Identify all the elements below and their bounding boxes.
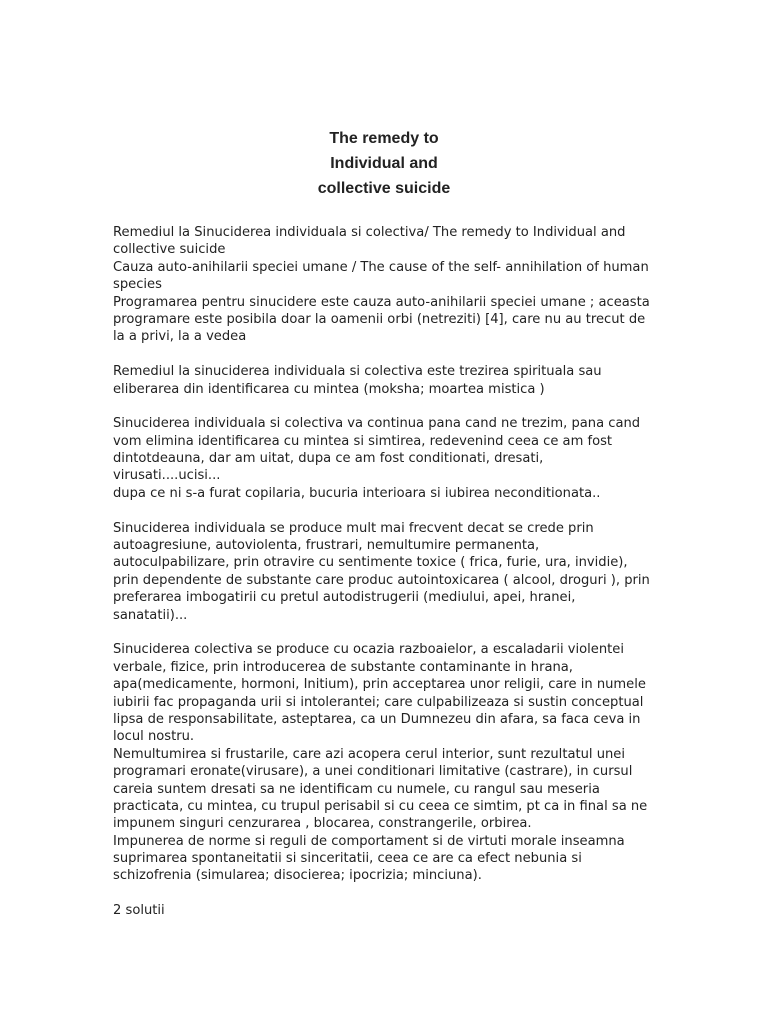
paragraph — [113, 363, 673, 398]
paragraph-line: virusati....ucisi... — [113, 468, 221, 484]
paragraph-line: autoagresiune, autoviolenta, frustrari, nemultumire permanenta, — [113, 538, 540, 554]
paragraph-line: prin dependente de substante care produc autointoxicarea ( alcool, droguri ), prin — [113, 572, 650, 588]
title-line-1: The remedy to — [329, 130, 439, 147]
paragraph-line: vom elimina identificarea cu mintea si simtirea, redevenind ceea ce am fost — [113, 433, 613, 449]
document-title — [0, 126, 768, 201]
paragraph-line: preferarea imbogatirii cu pretul autodistrugerii (mediului, apei, hranei, — [113, 590, 576, 606]
paragraph — [113, 902, 673, 919]
paragraph-line: apa(medicamente, hormoni, Initium), prin acceptarea unor religii, care in numele — [113, 677, 646, 693]
paragraph-line: dintotdeauna, dar am uitat, dupa ce am fost conditionati, dresati, — [113, 451, 544, 467]
paragraph — [113, 224, 673, 346]
paragraph-line: eliberarea din identificarea cu mintea (moksha; moartea mistica ) — [113, 381, 545, 397]
paragraph-line: dupa ce ni s-a furat copilaria, bucuria interioara si iubirea neconditionata.. — [113, 485, 601, 501]
paragraph-line: impunem singuri cenzurarea , blocarea, constrangerile, orbirea. — [113, 816, 532, 832]
paragraph-line: Remediul la sinuciderea individuala si colectiva este trezirea spirituala sau — [113, 364, 602, 380]
paragraph-line: Sinuciderea individuala se produce mult mai frecvent decat se crede prin — [113, 520, 594, 536]
paragraph-line: programari eronate(virusare), a unei conditionari limitative (castrare), in cursul — [113, 764, 633, 780]
paragraph-line: 2 solutii — [113, 903, 165, 919]
paragraph-line: Cauza auto-anihilarii speciei umane / The cause of the self- annihilation of human — [113, 259, 649, 275]
paragraph-line: suprimarea spontaneitatii si sinceritatii, ceea ce are ca efect nebunia si — [113, 851, 582, 867]
paragraph-line: la a privi, la a vedea — [113, 329, 247, 345]
paragraph — [113, 641, 673, 884]
paragraph-line: Sinuciderea colectiva se produce cu ocazia razboaielor, a escaladarii violentei — [113, 642, 624, 658]
paragraph — [113, 520, 673, 624]
title-line-2: Individual and — [330, 155, 438, 172]
paragraph-line: Nemultumirea si frustarile, care azi acopera cerul interior, sunt rezultatul unei — [113, 746, 625, 762]
title-line-3: collective suicide — [317, 180, 451, 197]
paragraph-line: autoculpabilizare, prin otravire cu sentimente toxice ( frica, furie, ura, invidie), — [113, 555, 628, 571]
paragraph-line: verbale, fizice, prin introducerea de substante contaminante in hrana, — [113, 659, 573, 675]
paragraph-line: sanatatii)... — [113, 607, 188, 623]
paragraph-line: Sinuciderea individuala si colectiva va continua pana cand ne trezim, pana cand — [113, 416, 641, 432]
paragraph-spacer — [113, 624, 673, 641]
paragraph-line: Impunerea de norme si reguli de comportament si de virtuti morale inseamna — [113, 833, 625, 849]
paragraph-spacer — [113, 885, 673, 902]
paragraph — [113, 415, 673, 502]
paragraph-line: programare este posibila doar la oamenii orbi (netreziti) [4], care nu au trecut de — [113, 311, 646, 327]
paragraph-spacer — [113, 398, 673, 415]
paragraph-line: Remediul la Sinuciderea individuala si colectiva/ The remedy to Individual and — [113, 225, 626, 240]
paragraph-line: lipsa de responsabilitate, asteptarea, ca un Dumnezeu din afara, sa faca ceva in — [113, 711, 641, 727]
paragraph-line: schizofrenia (simularea; disocierea; ipocrizia; minciuna). — [113, 868, 482, 884]
document-body — [113, 224, 673, 920]
paragraph-spacer — [113, 502, 673, 519]
paragraph-line: iubirii fac propaganda urii si intolerantei; care culpabilizeaza si sustin conceptual — [113, 694, 644, 710]
paragraph-line: Programarea pentru sinucidere este cauza auto-anihilarii speciei umane ; aceasta — [113, 294, 650, 310]
paragraph-spacer — [113, 346, 673, 363]
paragraph-line: careia suntem dresati sa ne identificam cu numele, cu rangul sau meseria — [113, 781, 600, 797]
paragraph-line: collective suicide — [113, 242, 226, 258]
paragraph-line: species — [113, 277, 162, 293]
paragraph-line: practicata, cu mintea, cu trupul perisabil si cu ceea ce simtim, pt ca in final sa ne — [113, 798, 648, 814]
paragraph-line: locul nostru. — [113, 729, 195, 745]
